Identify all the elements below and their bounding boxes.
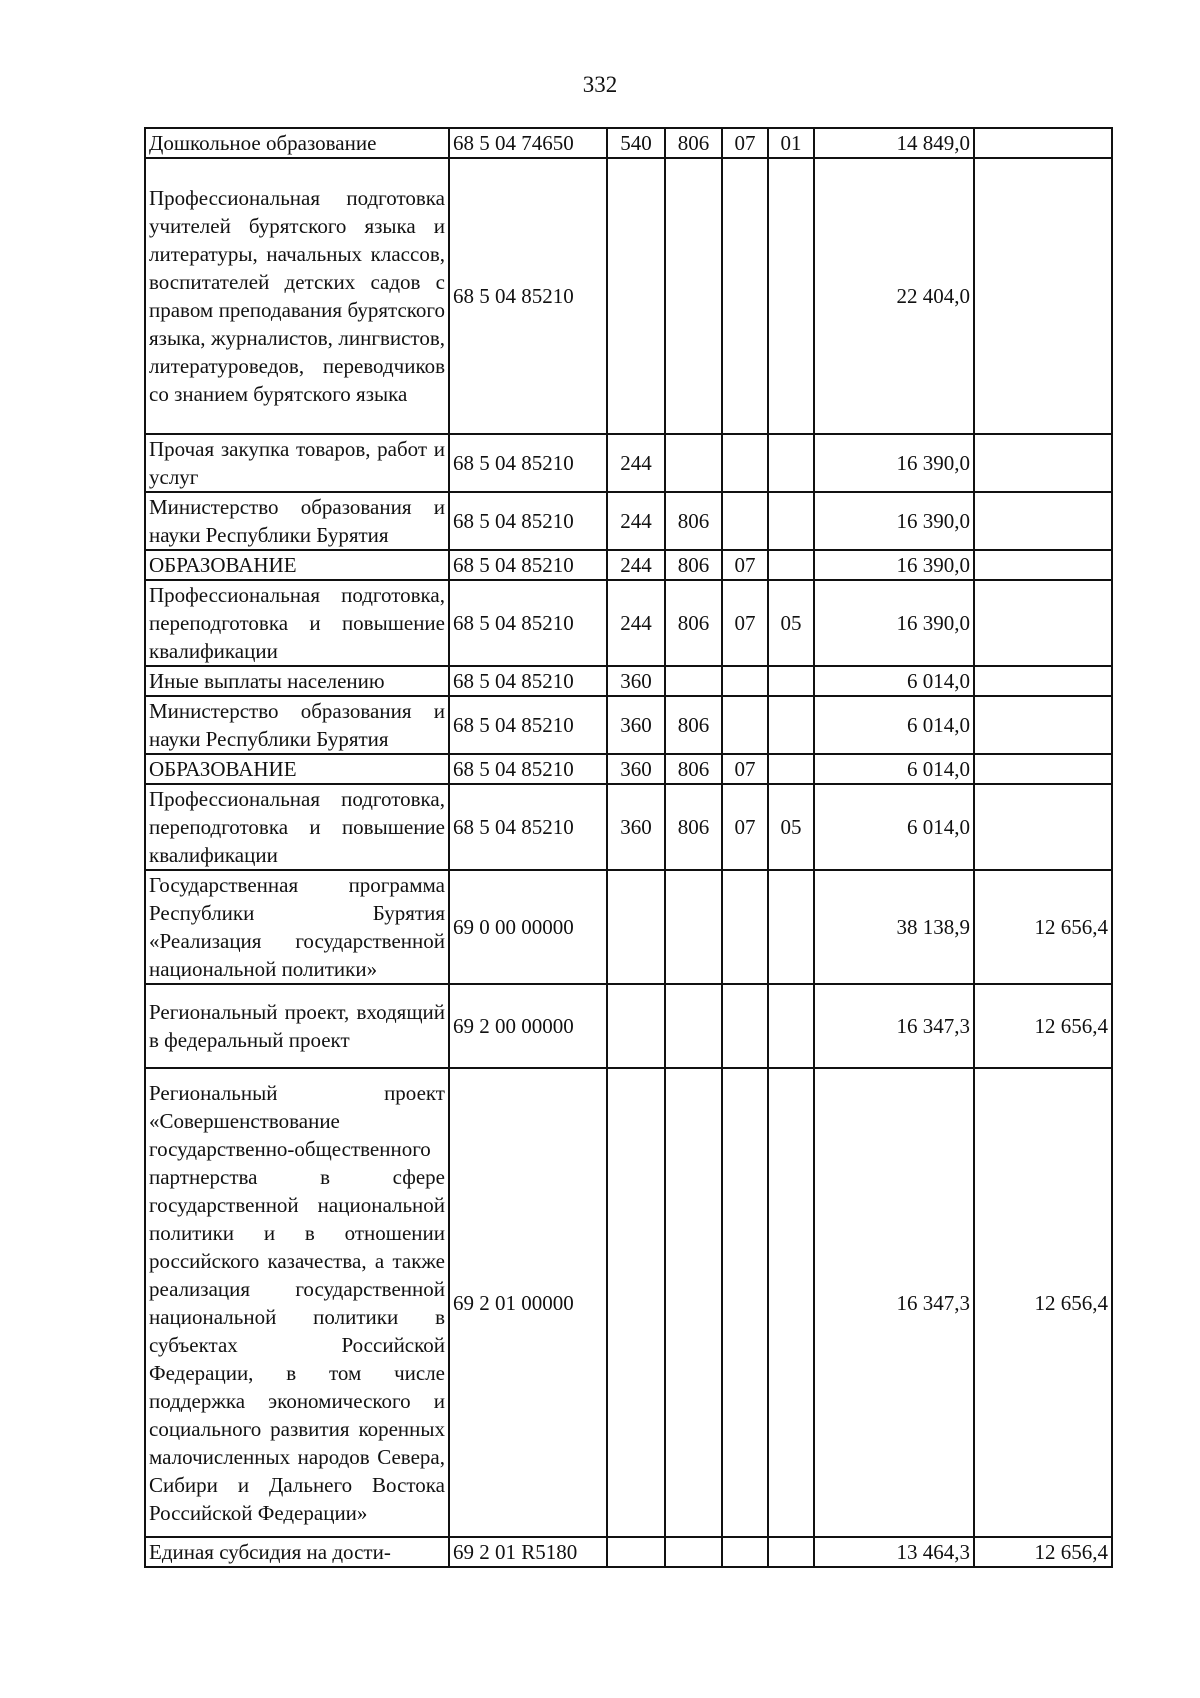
expense-type-code: 360	[607, 754, 665, 784]
expense-type-code: 244	[607, 492, 665, 550]
row-description: Прочая закупка товаров, работ и услуг	[145, 434, 449, 492]
federal-amount: 12 656,4	[974, 984, 1112, 1068]
federal-amount: 12 656,4	[974, 870, 1112, 984]
table-row	[145, 158, 1112, 434]
section-code	[722, 1537, 768, 1567]
total-amount: 16 390,0	[814, 434, 974, 492]
expense-type-code: 244	[607, 580, 665, 666]
ministry-code: 806	[665, 754, 722, 784]
section-code	[722, 492, 768, 550]
subsection-code	[768, 434, 814, 492]
target-article-code: 69 2 00 00000	[449, 984, 607, 1068]
ministry-code	[665, 158, 722, 434]
subsection-code	[768, 550, 814, 580]
table-row	[145, 984, 1112, 1068]
subsection-code	[768, 1068, 814, 1537]
subsection-code	[768, 492, 814, 550]
expense-type-code	[607, 158, 665, 434]
row-description: Единая субсидия на дости-	[145, 1537, 449, 1567]
expense-type-code	[607, 984, 665, 1068]
total-amount: 22 404,0	[814, 158, 974, 434]
ministry-code: 806	[665, 784, 722, 870]
row-description: Министерство образования и науки Республики Бурятия	[145, 492, 449, 550]
total-amount: 6 014,0	[814, 696, 974, 754]
federal-amount	[974, 158, 1112, 434]
row-description: ОБРАЗОВАНИЕ	[145, 550, 449, 580]
expense-type-code: 360	[607, 696, 665, 754]
subsection-code	[768, 666, 814, 696]
section-code	[722, 666, 768, 696]
target-article-code: 69 2 01 00000	[449, 1068, 607, 1537]
expense-type-code: 540	[607, 128, 665, 158]
table-row	[145, 754, 1112, 784]
total-amount: 6 014,0	[814, 754, 974, 784]
section-code	[722, 984, 768, 1068]
page-number: 332	[582, 72, 618, 97]
total-amount: 6 014,0	[814, 784, 974, 870]
section-code	[722, 1068, 768, 1537]
ministry-code	[665, 984, 722, 1068]
federal-amount	[974, 696, 1112, 754]
table-row	[145, 492, 1112, 550]
row-description: ОБРАЗОВАНИЕ	[145, 754, 449, 784]
federal-amount	[974, 754, 1112, 784]
subsection-code	[768, 1537, 814, 1567]
row-description: Региональный проект «Совершенствование государственно-общественного партнерства в сфере государственной национальной политики и в отношении российского казачества, а также реализация государственной национальной политики в субъектах Российской Федерации, в том числе поддержка экономического и социального развития коренных малочисленных народов Севера, Сибири и Дальнего Востока Российской Федерации»	[145, 1068, 449, 1537]
federal-amount	[974, 128, 1112, 158]
federal-amount	[974, 434, 1112, 492]
federal-amount	[974, 550, 1112, 580]
subsection-code: 01	[768, 128, 814, 158]
total-amount: 13 464,3	[814, 1537, 974, 1567]
ministry-code: 806	[665, 696, 722, 754]
row-description: Профессиональная подготовка учителей бурятского языка и литературы, начальных классов, воспитателей детских садов с правом преподавания бурятского языка, журналистов, лингвистов, литературоведов, переводчиков со знанием бурятского языка	[145, 158, 449, 434]
ministry-code	[665, 666, 722, 696]
total-amount: 16 390,0	[814, 492, 974, 550]
table-row	[145, 870, 1112, 984]
total-amount: 16 390,0	[814, 550, 974, 580]
section-code: 07	[722, 754, 768, 784]
subsection-code: 05	[768, 784, 814, 870]
budget-table	[144, 127, 1113, 1568]
target-article-code: 68 5 04 85210	[449, 434, 607, 492]
total-amount: 6 014,0	[814, 666, 974, 696]
target-article-code: 68 5 04 85210	[449, 754, 607, 784]
ministry-code	[665, 1537, 722, 1567]
table-row	[145, 784, 1112, 870]
ministry-code: 806	[665, 492, 722, 550]
target-article-code: 68 5 04 85210	[449, 158, 607, 434]
table-row	[145, 550, 1112, 580]
table-row	[145, 128, 1112, 158]
row-description: Профессиональная подготовка, переподготовка и повышение квалификации	[145, 784, 449, 870]
section-code	[722, 434, 768, 492]
target-article-code: 68 5 04 85210	[449, 666, 607, 696]
subsection-code	[768, 696, 814, 754]
subsection-code	[768, 870, 814, 984]
expense-type-code: 360	[607, 784, 665, 870]
table-row	[145, 696, 1112, 754]
ministry-code	[665, 1068, 722, 1537]
federal-amount	[974, 784, 1112, 870]
ministry-code	[665, 434, 722, 492]
section-code	[722, 696, 768, 754]
subsection-code	[768, 158, 814, 434]
federal-amount: 12 656,4	[974, 1537, 1112, 1567]
total-amount: 16 390,0	[814, 580, 974, 666]
total-amount: 16 347,3	[814, 984, 974, 1068]
subsection-code: 05	[768, 580, 814, 666]
section-code	[722, 158, 768, 434]
row-description: Региональный проект, входящий в федеральный проект	[145, 984, 449, 1068]
total-amount: 16 347,3	[814, 1068, 974, 1537]
target-article-code: 68 5 04 74650	[449, 128, 607, 158]
ministry-code: 806	[665, 128, 722, 158]
ministry-code: 806	[665, 580, 722, 666]
table-row	[145, 1537, 1112, 1567]
table-body	[145, 128, 1112, 1567]
ministry-code: 806	[665, 550, 722, 580]
ministry-code	[665, 870, 722, 984]
target-article-code: 69 0 00 00000	[449, 870, 607, 984]
expense-type-code	[607, 870, 665, 984]
table-row	[145, 1068, 1112, 1537]
section-code	[722, 870, 768, 984]
row-description: Дошкольное образование	[145, 128, 449, 158]
target-article-code: 68 5 04 85210	[449, 580, 607, 666]
section-code: 07	[722, 128, 768, 158]
expense-type-code: 360	[607, 666, 665, 696]
federal-amount: 12 656,4	[974, 1068, 1112, 1537]
federal-amount	[974, 666, 1112, 696]
table-row	[145, 666, 1112, 696]
total-amount: 14 849,0	[814, 128, 974, 158]
table-row	[145, 580, 1112, 666]
target-article-code: 68 5 04 85210	[449, 784, 607, 870]
total-amount: 38 138,9	[814, 870, 974, 984]
target-article-code: 69 2 01 R5180	[449, 1537, 607, 1567]
expense-type-code	[607, 1537, 665, 1567]
expense-type-code: 244	[607, 434, 665, 492]
target-article-code: 68 5 04 85210	[449, 696, 607, 754]
subsection-code	[768, 754, 814, 784]
row-description: Профессиональная подготовка, переподготовка и повышение квалификации	[145, 580, 449, 666]
row-description: Министерство образования и науки Республики Бурятия	[145, 696, 449, 754]
table-row	[145, 434, 1112, 492]
expense-type-code: 244	[607, 550, 665, 580]
federal-amount	[974, 580, 1112, 666]
target-article-code: 68 5 04 85210	[449, 550, 607, 580]
federal-amount	[974, 492, 1112, 550]
section-code: 07	[722, 784, 768, 870]
target-article-code: 68 5 04 85210	[449, 492, 607, 550]
section-code: 07	[722, 550, 768, 580]
subsection-code	[768, 984, 814, 1068]
section-code: 07	[722, 580, 768, 666]
row-description: Иные выплаты населению	[145, 666, 449, 696]
row-description: Государственная программа Республики Бурятия «Реализация государственной национальной политики»	[145, 870, 449, 984]
expense-type-code	[607, 1068, 665, 1537]
